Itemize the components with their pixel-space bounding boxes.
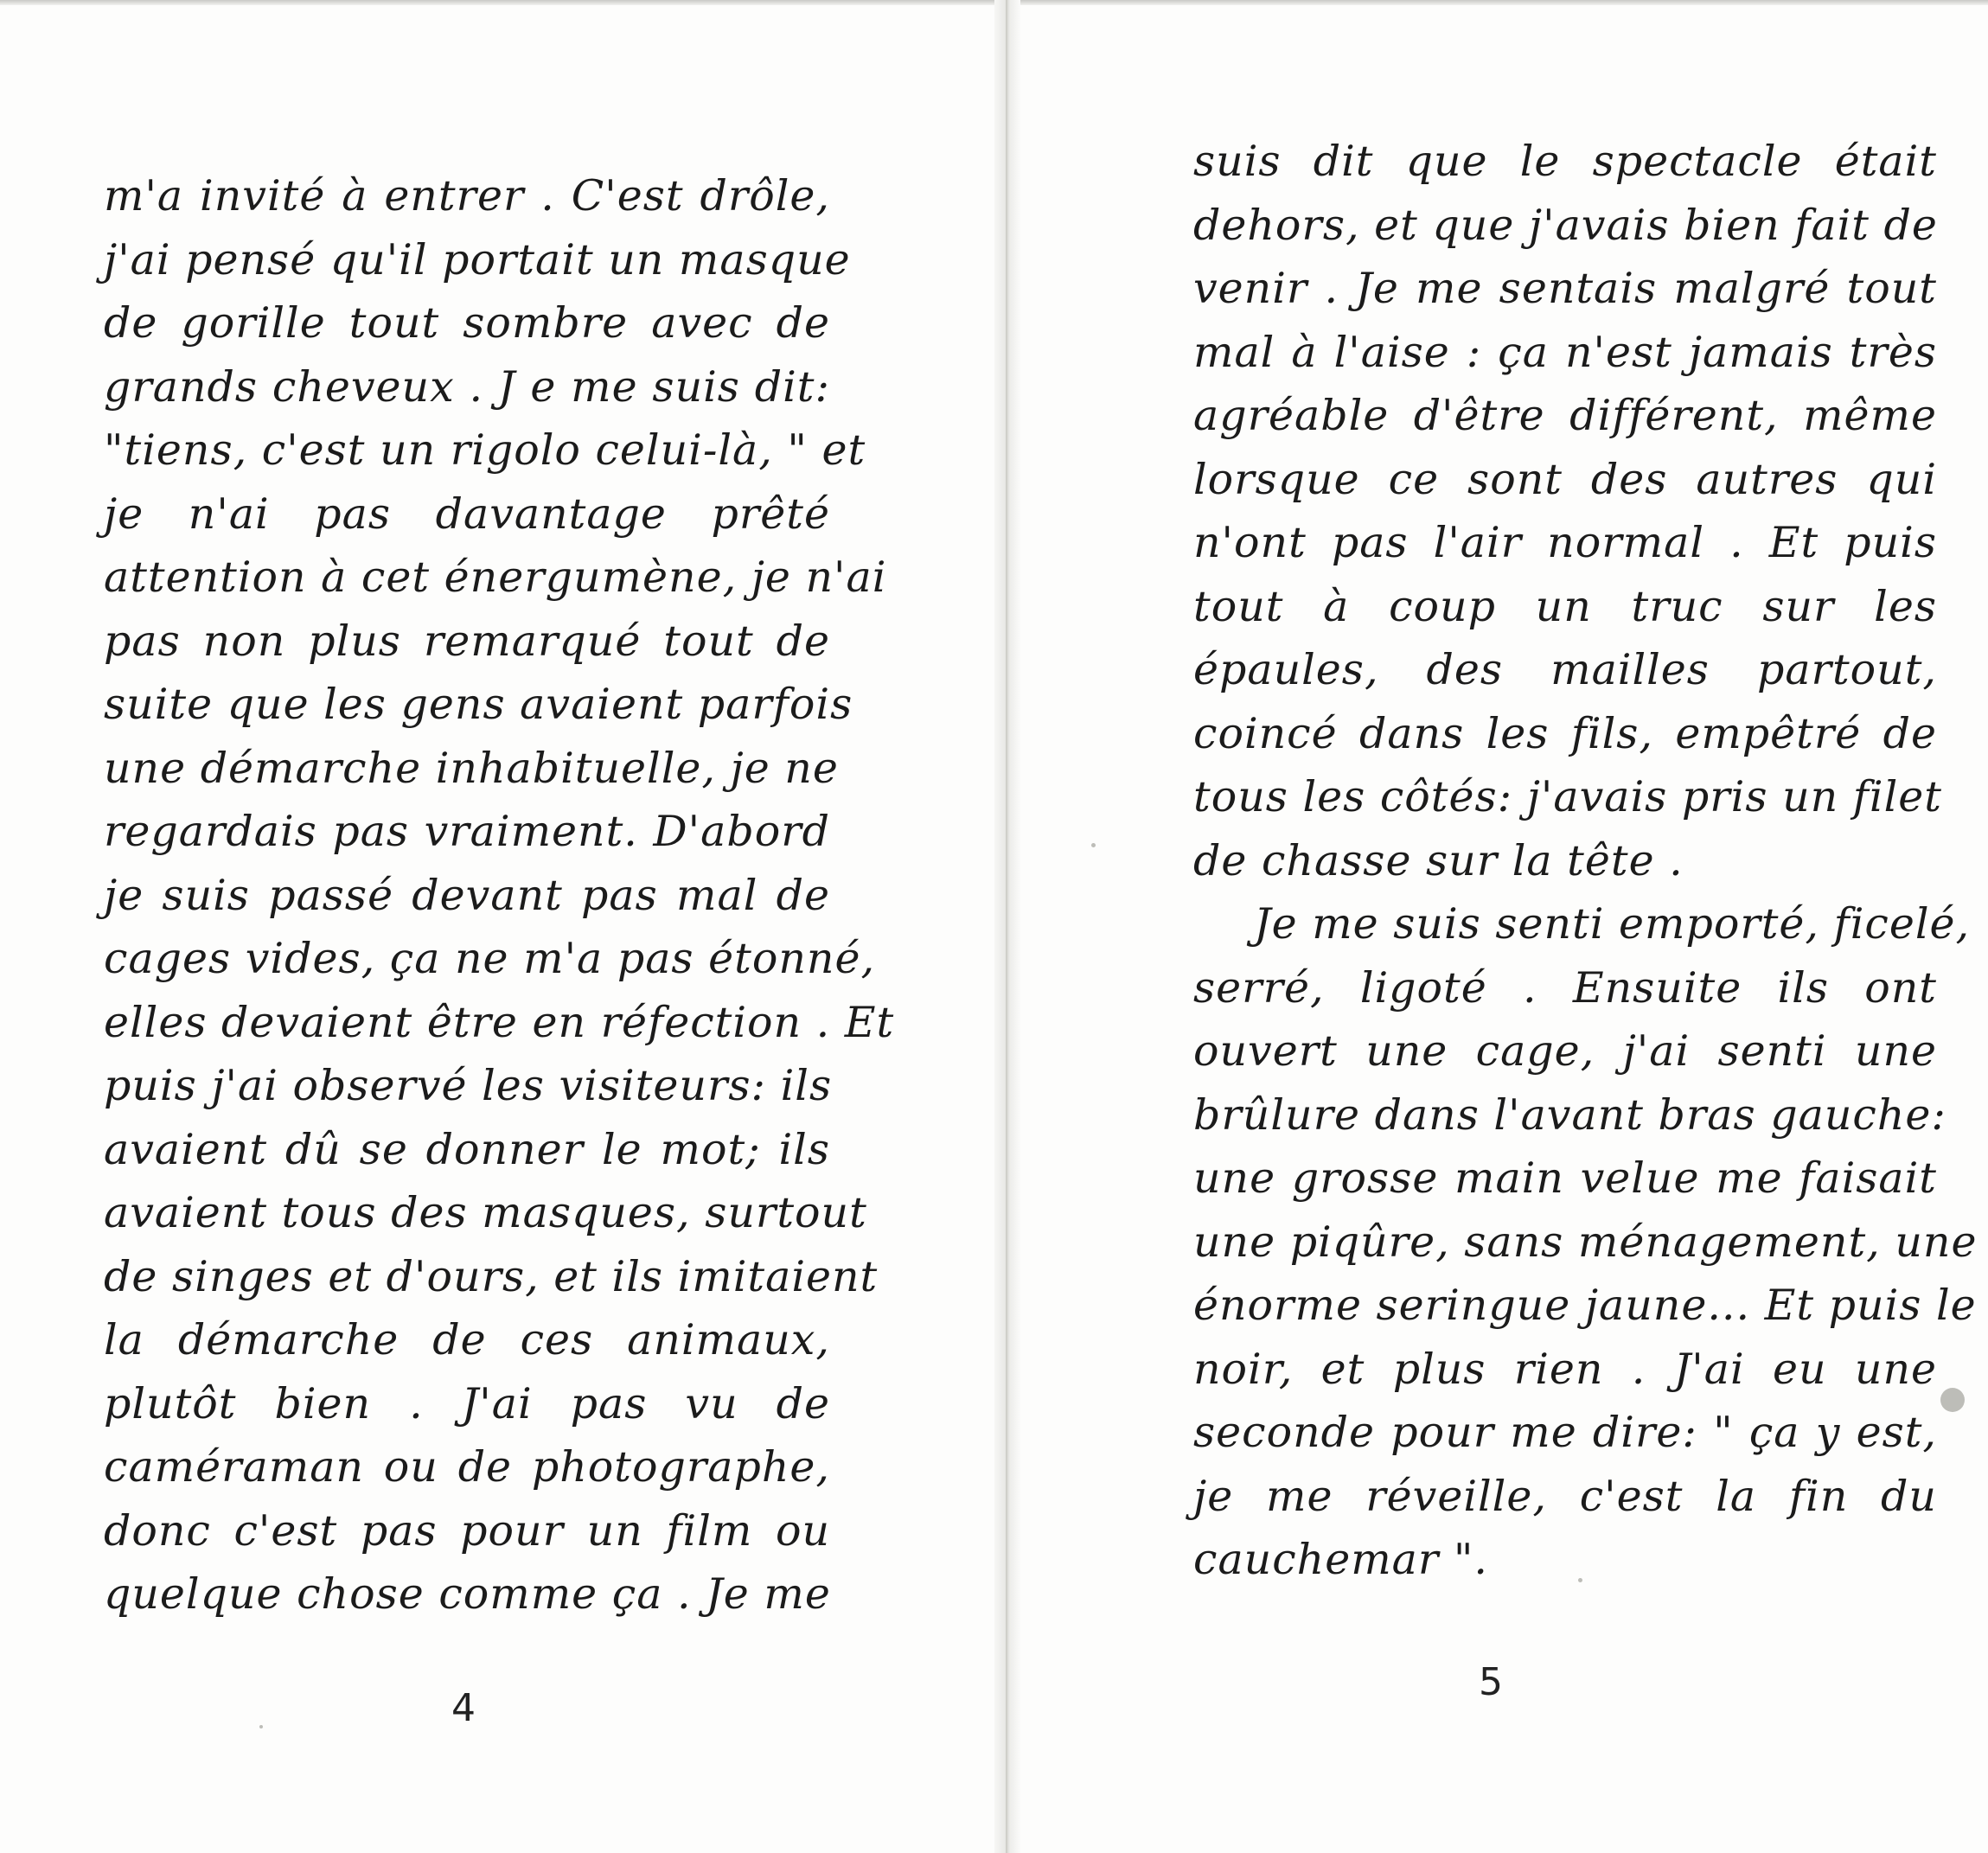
text-line: lorsque ce sont des autres qui <box>1193 454 1937 504</box>
text-line: attention à cet énergumène, je n'ai <box>104 553 887 602</box>
text-line: mal à l'aise : ça n'est jamais très <box>1193 327 1937 377</box>
text-line: de singes et d'ours, et ils imitaient <box>104 1251 879 1301</box>
text-line: brûlure dans l'avant bras gauche: <box>1193 1089 1946 1140</box>
text-line: épaules, des mailles partout, <box>1193 645 1937 694</box>
text-line: cages vides, ça ne m'a pas étonné, <box>104 934 876 983</box>
text-line: grands cheveux . J e me suis dit: <box>104 361 830 412</box>
text-line: avaient dû se donner le mot; ils <box>104 1124 830 1174</box>
text-line: serré, ligoté . Ensuite ils ont <box>1193 962 1937 1013</box>
text-line: je me réveille, c'est la fin du <box>1193 1471 1937 1521</box>
text-line: la démarche de ces animaux, <box>104 1315 830 1364</box>
text-line: avaient tous des masques, surtout <box>104 1188 867 1237</box>
text-line: de chasse sur la tête . <box>1193 835 1684 885</box>
text-line: elles devaient être en réfection . Et <box>104 997 895 1047</box>
text-line: cauchemar ". <box>1193 1535 1489 1584</box>
text-line: Je me suis senti emporté, ficelé, <box>1254 899 1971 949</box>
text-line: regardais pas vraiment. D'abord <box>104 807 830 856</box>
text-line: caméraman ou de photographe, <box>104 1442 830 1492</box>
text-line: je suis passé devant pas mal de <box>104 870 830 920</box>
text-line: n'ont pas l'air normal . Et puis <box>1193 518 1937 567</box>
text-line: une grosse main velue me faisait <box>1193 1153 1937 1203</box>
gutter-line <box>1006 0 1007 1853</box>
text-line: une démarche inhabituelle, je ne <box>104 743 839 793</box>
text-line: de gorille tout sombre avec de <box>104 298 830 348</box>
text-line: noir, et plus rien . J'ai eu une <box>1193 1344 1937 1394</box>
text-line: j'ai pensé qu'il portait un masque <box>104 234 851 284</box>
text-line: suite que les gens avaient parfois <box>104 680 853 729</box>
text-line: pas non plus remarqué tout de <box>104 616 830 666</box>
text-line: dehors, et que j'avais bien fait de <box>1193 200 1938 250</box>
text-line: venir . Je me sentais malgré tout <box>1193 264 1937 313</box>
page-number: 4 <box>451 1686 476 1730</box>
text-line: plutôt bien . J'ai pas vu de <box>104 1378 830 1428</box>
text-line: quelque chose comme ça . Je me <box>104 1569 831 1619</box>
text-line: ouvert une cage, j'ai senti une <box>1193 1026 1937 1076</box>
text-line: tout à coup un truc sur les <box>1193 581 1937 631</box>
text-line: tous les côtés: j'avais pris un filet <box>1193 772 1942 821</box>
paper-speck <box>1578 1578 1582 1582</box>
text-line: agréable d'être différent, même <box>1193 391 1937 440</box>
text-line: m'a invité à entrer . C'est drôle, <box>104 171 830 220</box>
text-line: coincé dans les fils, empêtré de <box>1193 708 1937 758</box>
paper-speck <box>1091 843 1096 847</box>
text-line: énorme seringue jaune... Et puis le <box>1193 1281 1977 1330</box>
text-line: puis j'ai observé les visiteurs: ils <box>104 1061 833 1110</box>
text-line: donc c'est pas pour un film ou <box>104 1505 830 1556</box>
book-gutter <box>994 0 1020 1853</box>
right-page <box>1020 0 1988 1853</box>
left-page-text <box>104 164 895 1626</box>
text-line: suis dit que le spectacle était <box>1193 137 1937 186</box>
paper-speck <box>259 1725 263 1728</box>
page-number: 5 <box>1479 1660 1503 1704</box>
text-line: je n'ai pas davantage prêté <box>104 489 830 539</box>
text-line: "tiens, c'est un rigolo celui-là, " et <box>104 425 866 475</box>
text-line: seconde pour me dire: " ça y est, <box>1193 1408 1937 1457</box>
text-line: une piqûre, sans ménagement, une <box>1193 1217 1978 1267</box>
paper-speck <box>1940 1388 1965 1412</box>
right-page-text <box>1193 130 1978 1592</box>
